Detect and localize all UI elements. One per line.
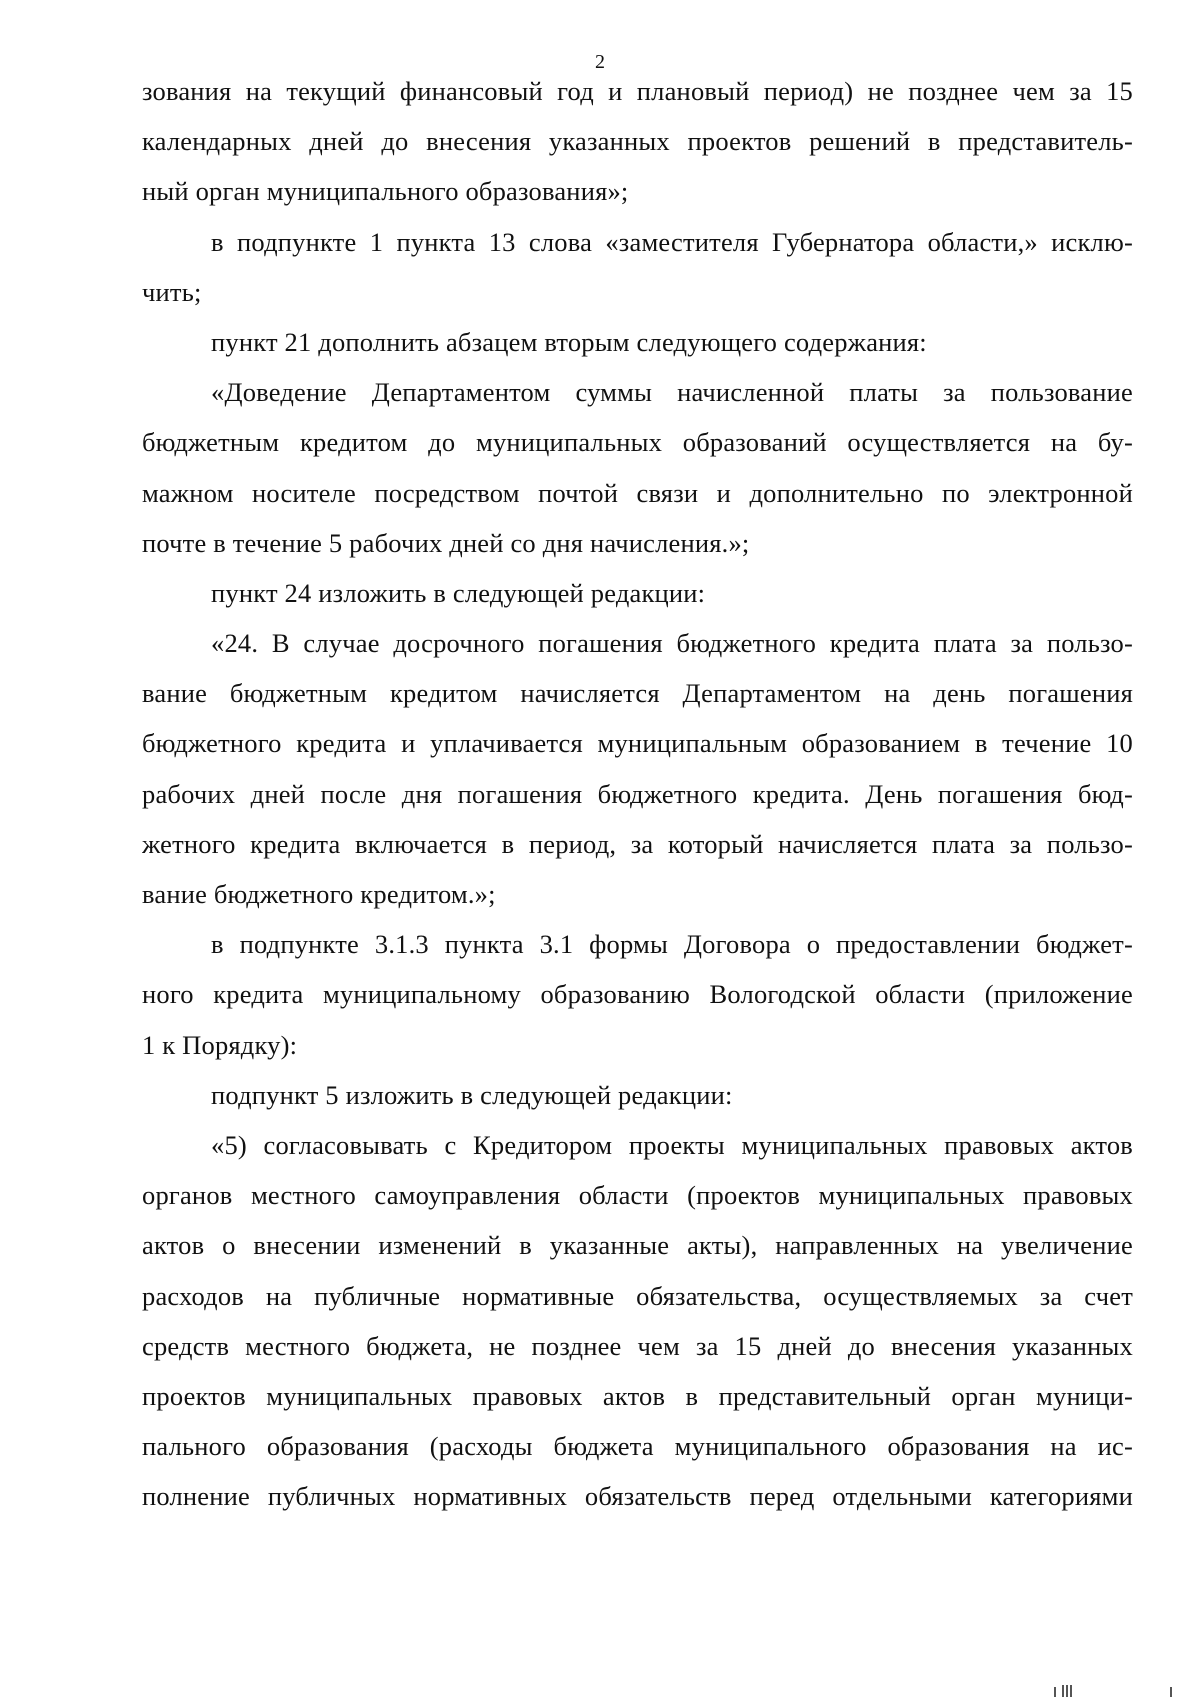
text-line: почте в течение 5 рабочих дней со дня начисления.»; [142, 527, 750, 558]
text-line: чить; [142, 276, 202, 307]
text-line: вание бюджетного кредитом.»; [142, 879, 496, 909]
text-line: «24. В случае досрочного погашения бюджетного кредита плата за пользо- [211, 628, 1133, 659]
text-line: 1 к Порядку): [142, 1029, 298, 1060]
text-line: календарных дней до внесения указанных проектов решений в представитель- [142, 126, 1133, 157]
text-line: зования на текущий финансовый год и плановый период) не позднее чем за 15 [142, 76, 1133, 106]
text-line: подпункт 5 изложить в следующей редакции: [211, 1079, 733, 1110]
text-line: бюджетным кредитом до муниципальных образований осуществляется на бу- [142, 427, 1133, 458]
text-line: полнение публичных нормативных обязательств перед отдельными категориями [142, 1481, 1133, 1512]
text-line: «Доведение Департаментом суммы начисленной платы за пользование [211, 377, 1133, 408]
text-line: актов о внесении изменений в указанные акты), направленных на увеличение [142, 1230, 1133, 1261]
text-line: пального образования (расходы бюджета муниципального образования на ис- [142, 1431, 1133, 1462]
text-line: «5) согласовывать с Кредитором проекты муниципальных правовых актов [211, 1129, 1133, 1160]
text-line: органов местного самоуправления области (проектов муниципальных правовых [142, 1180, 1133, 1211]
text-line: пункт 24 изложить в следующей редакции: [211, 577, 706, 608]
text-line: ный орган муниципального образования»; [142, 176, 629, 207]
text-line: пункт 21 дополнить абзацем вторым следующего содержания: [211, 326, 927, 357]
text-line: средств местного бюджета, не позднее чем за 15 дней до внесения указанных [142, 1330, 1133, 1361]
text-line: ного кредита муниципальному образованию Вологодской области (приложение [142, 979, 1133, 1010]
text-line: бюджетного кредита и уплачивается муниципальным образованием в течение 10 [142, 728, 1133, 759]
page-number: 2 [595, 51, 605, 73]
text-line: в подпункте 1 пункта 13 слова «заместителя Губернатора области,» исклю- [211, 226, 1133, 257]
text-line: в подпункте 3.1.3 пункта 3.1 формы Договора о предоставлении бюджет- [211, 929, 1133, 960]
text-line: проектов муниципальных правовых актов в представительный орган муници- [142, 1380, 1133, 1411]
scan-artifact-marks [1048, 1683, 1178, 1697]
text-line: рабочих дней после дня погашения бюджетного кредита. День погашения бюд- [142, 778, 1133, 809]
text-line: расходов на публичные нормативные обязательства, осуществляемых за счет [142, 1280, 1133, 1311]
document-body [142, 66, 1133, 1521]
text-line: мажном носителе посредством почтой связи и дополнительно по электронной [142, 477, 1133, 508]
text-line: вание бюджетным кредитом начисляется Департаментом на день погашения [142, 678, 1133, 709]
text-line: жетного кредита включается в период, за который начисляется плата за пользо- [142, 828, 1133, 859]
